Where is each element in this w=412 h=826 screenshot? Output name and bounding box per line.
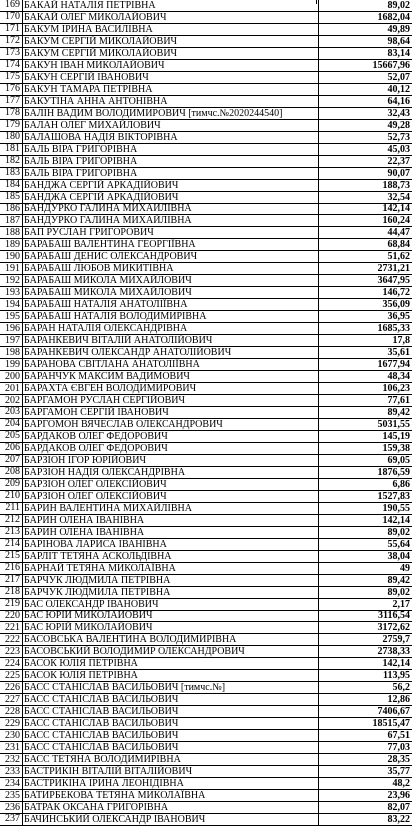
row-number: 203 — [5, 407, 20, 418]
amount-value: 83,22 — [318, 813, 412, 825]
person-name: БАРАБАШ ЛЮБОВ МИКИТІВНА — [22, 262, 318, 274]
row-number: 193 — [5, 287, 20, 298]
person-name: БАП РУСЛАН ГРИГОРОВИЧ — [22, 226, 318, 238]
person-name: БАНДЖА СЕРГІЙ АРКАДІЙОВИЧ — [22, 179, 318, 191]
person-name: БАКУТІНА АННА АНТОНІВНА — [22, 95, 318, 107]
row-number: 213 — [5, 527, 20, 538]
amount-value: 12,86 — [318, 693, 412, 705]
amount-value: 56,2 — [318, 681, 412, 693]
row-number: 173 — [5, 48, 20, 59]
person-name: БАТРАК ОКСАНА ГРИГОРІВНА — [22, 801, 318, 813]
amount-value: 52,73 — [318, 131, 412, 143]
amount-value: 77,61 — [318, 394, 412, 406]
row-number: 206 — [5, 443, 20, 454]
person-name: БАСОК ЮЛІЯ ПЕТРІВНА — [22, 657, 318, 669]
person-name: БАСТРИКІНА ІРИНА ЛЕОНІДІВНА — [22, 777, 318, 789]
row-number: 225 — [5, 670, 20, 681]
person-name: БАКУН ІВАН МИКОЛАЙОВИЧ — [22, 59, 318, 71]
row-number: 210 — [5, 491, 20, 502]
row-number: 207 — [5, 455, 20, 466]
person-name: БАСС СТАНІСЛАВ ВАСИЛЬОВИЧ — [22, 693, 318, 705]
amount-value: 36,95 — [318, 310, 412, 322]
row-number: 179 — [5, 120, 20, 131]
row-number: 183 — [5, 168, 20, 179]
person-name: БАРЧУК ЛЮДМИЛА ПЕТРІВНА — [22, 574, 318, 586]
person-name: БАКАЙ ОЛЕГ МИКОЛАЙОВИЧ — [22, 11, 318, 23]
person-name: БАРИН ОЛЕНА ІВАНІВНА — [22, 514, 318, 526]
row-number: 217 — [5, 575, 20, 586]
row-number: 187 — [5, 215, 20, 226]
amount-value: 35,61 — [318, 346, 412, 358]
row-number: 229 — [5, 718, 20, 729]
person-name: БАРЗІОН ОЛЕГ ОЛЕКСІЙОВИЧ — [22, 478, 318, 490]
row-number: 186 — [5, 203, 20, 214]
amount-value: 32,54 — [318, 191, 412, 203]
person-name: БАСС ТЕТЯНА ВОЛОДИМИРІВНА — [22, 753, 318, 765]
person-name: БАНДУРКО ГАЛИНА МИХАЙЛІВНА — [22, 203, 318, 215]
amount-value: 83,14 — [318, 47, 412, 59]
person-name: БАЛЬ ВІРА ГРИГОРІВНА — [22, 143, 318, 155]
person-name: БАРАБАШ НАТАЛІЯ АНАТОЛІЇВНА — [22, 298, 318, 310]
row-number: 226 — [5, 682, 20, 693]
person-name: БАСС СТАНІСЛАВ ВАСИЛЬОВИЧ — [22, 729, 318, 741]
row-number: 174 — [5, 60, 20, 71]
amount-value: 113,95 — [318, 669, 412, 681]
person-name: БАРЛІТ ТЕТЯНА АСКОЛЬДІВНА — [22, 550, 318, 562]
row-number: 212 — [5, 515, 20, 526]
person-name: БАРАБАШ ДЕНИС ОЛЕКСАНДРОВИЧ — [22, 250, 318, 262]
row-number: 184 — [5, 180, 20, 191]
person-name: БАЛЬ ВІРА ГРИГОРІВНА — [22, 155, 318, 167]
row-number: 219 — [5, 599, 20, 610]
amount-value: 69,05 — [318, 454, 412, 466]
amount-value: 89,02 — [318, 526, 412, 538]
amount-value: 90,07 — [318, 167, 412, 179]
row-number: 224 — [5, 658, 20, 669]
person-name: БАКУН СЕРГІЙ ІВАНОВИЧ — [22, 71, 318, 83]
person-name: БАРИН ОЛЕНА ІВАНІВНА — [22, 526, 318, 538]
amount-value: 188,73 — [318, 179, 412, 191]
row-number: 169 — [5, 0, 20, 11]
amount-value: 142,14 — [318, 203, 412, 215]
person-name: БАКАЙ НАТАЛІЯ ПЕТРІВНА — [22, 0, 318, 11]
person-name: БАС ОЛЕКСАНДР ІВАНОВИЧ — [22, 598, 318, 610]
amount-value: 3172,62 — [318, 621, 412, 633]
amount-value: 356,09 — [318, 298, 412, 310]
row-number: 182 — [5, 156, 20, 167]
row-number: 230 — [5, 730, 20, 741]
person-name: БАТИРБЕКОВА ТЕТЯНА МИКОЛАЇВНА — [22, 789, 318, 801]
person-name: БАРАБАШ МИКОЛА МИХАЙЛОВИЧ — [22, 274, 318, 286]
row-number: 236 — [5, 802, 20, 813]
amount-value: 1682,04 — [318, 11, 412, 23]
person-name: БАРГАМОН РУСЛАН СЕРГІЙОВИЧ — [22, 394, 318, 406]
row-number: 202 — [5, 395, 20, 406]
person-name: БАРЗІОН ОЛЕГ ОЛЕКСІЙОВИЧ — [22, 490, 318, 502]
amount-value: 48,34 — [318, 370, 412, 382]
person-name: БАСС СТАНІСЛАВ ВАСИЛЬОВИЧ [тимчс.№] — [22, 681, 318, 693]
row-number: 200 — [5, 371, 20, 382]
amount-value: 89,42 — [318, 574, 412, 586]
amount-value: 23,96 — [318, 789, 412, 801]
person-name: БАРГАМОН СЕРГІЙ ІВАНОВИЧ — [22, 406, 318, 418]
amount-value: 7406,67 — [318, 705, 412, 717]
amount-value: 77,03 — [318, 741, 412, 753]
amount-value: 17,8 — [318, 334, 412, 346]
person-name: БАКУН ТАМАРА ПЕТРІВНА — [22, 83, 318, 95]
row-number: 234 — [5, 778, 20, 789]
person-name: БАЛАШОВА НАДІЯ ВІКТОРІВНА — [22, 131, 318, 143]
amount-value: 55,64 — [318, 538, 412, 550]
person-name: БАСОВСЬКА ВАЛЕНТИНА ВОЛОДИМИРІВНА — [22, 633, 318, 645]
amount-value: 82,07 — [318, 801, 412, 813]
person-name: БАСОК ЮЛІЯ ПЕТРІВНА — [22, 669, 318, 681]
amount-value: 49,89 — [318, 23, 412, 35]
person-name: БАЧИНСЬКИЙ ОЛЕКСАНДР ІВАНОВИЧ — [22, 813, 318, 825]
person-name: БАРЗІОН НАДІЯ ОЛЕКСАНДРІВНА — [22, 466, 318, 478]
amount-value: 18515,47 — [318, 717, 412, 729]
amount-value: 160,24 — [318, 214, 412, 226]
row-number: 181 — [5, 144, 20, 155]
row-number: 233 — [5, 766, 20, 777]
row-number: 220 — [5, 610, 20, 621]
person-name: БАСТРИКІН ВІТАЛІЙ ВІТАЛІЙОВИЧ — [22, 765, 318, 777]
person-name: БАРАХТА ЄВГЕН ВОЛОДИМИРОВИЧ — [22, 382, 318, 394]
row-number: 222 — [5, 634, 20, 645]
amount-value: 15667,96 — [318, 59, 412, 71]
row-number: 208 — [5, 467, 20, 478]
person-name: БАРАНКЕВИЧ ОЛЕКСАНДР АНАТОЛІЙОВИЧ — [22, 346, 318, 358]
amount-value: 146,72 — [318, 286, 412, 298]
amount-value: 1527,83 — [318, 490, 412, 502]
amount-value: 2,17 — [318, 598, 412, 610]
amount-value: 38,04 — [318, 550, 412, 562]
row-number: 237 — [5, 814, 20, 825]
person-name: БАРДАКОВ ОЛЕГ ФЕДОРОВИЧ — [22, 442, 318, 454]
row-number: 197 — [5, 335, 20, 346]
row-number: 171 — [5, 24, 20, 35]
person-name: БАРАНОВА СВІТЛАНА АНАТОЛІЇВНА — [22, 358, 318, 370]
row-number: 231 — [5, 742, 20, 753]
amount-value: 2731,21 — [318, 262, 412, 274]
row-number: 195 — [5, 311, 20, 322]
person-name: БАНДУРКО ГАЛИНА МИХАЙЛІВНА — [22, 214, 318, 226]
amount-value: 3647,95 — [318, 274, 412, 286]
row-number: 189 — [5, 239, 20, 250]
amount-value: 67,51 — [318, 729, 412, 741]
row-number: 191 — [5, 263, 20, 274]
person-name: БАКУМ ІРИНА ВАСИЛІВНА — [22, 23, 318, 35]
row-number: 199 — [5, 359, 20, 370]
amount-value: 190,55 — [318, 502, 412, 514]
person-name: БАКУМ СЕРГІЙ МИКОЛАЙОВИЧ — [22, 47, 318, 59]
person-name: БАРАБАШ МИКОЛА МИХАЙЛОВИЧ — [22, 286, 318, 298]
person-name: БАРГОМОН ВЯЧЕСЛАВ ОЛЕКСАНДРОВИЧ — [22, 418, 318, 430]
row-number: 190 — [5, 251, 20, 262]
amount-value: 28,35 — [318, 753, 412, 765]
row-number: 228 — [5, 706, 20, 717]
row-number: 218 — [5, 587, 20, 598]
amount-value: 159,38 — [318, 442, 412, 454]
amount-value: 6,86 — [318, 478, 412, 490]
amount-value: 32,43 — [318, 107, 412, 119]
row-number: 211 — [5, 503, 20, 514]
amount-value: 89,02 — [318, 586, 412, 598]
row-number: 216 — [5, 563, 20, 574]
amount-value: 68,84 — [318, 238, 412, 250]
row-number: 198 — [5, 347, 20, 358]
amount-value: 44,47 — [318, 226, 412, 238]
row-number: 201 — [5, 383, 20, 394]
row-number: 178 — [5, 108, 20, 119]
row-number: 204 — [5, 419, 20, 430]
row-number: 227 — [5, 694, 20, 705]
amount-value: 145,19 — [318, 430, 412, 442]
person-name: БАРЗІОН ІГОР ЮРІЙОВИЧ — [22, 454, 318, 466]
row-number: 214 — [5, 539, 20, 550]
row-number: 175 — [5, 72, 20, 83]
amount-value: 142,14 — [318, 657, 412, 669]
amount-value: 3116,54 — [318, 610, 412, 622]
row-number: 223 — [5, 646, 20, 657]
row-number: 177 — [5, 96, 20, 107]
person-name: БАРІНОВА ЛАРИСА ІВАНІВНА — [22, 538, 318, 550]
row-number: 209 — [5, 479, 20, 490]
row-number: 221 — [5, 622, 20, 633]
amount-value: 51,62 — [318, 250, 412, 262]
person-name: БАС ЮРІЙ МИКОЛАЙОВИЧ — [22, 610, 318, 622]
person-name: БАРАН НАТАЛІЯ ОЛЕКСАНДРІВНА — [22, 322, 318, 334]
amount-value: 2759,7 — [318, 633, 412, 645]
person-name: БАРНАЙ ТЕТЯНА МИКОЛАЇВНА — [22, 562, 318, 574]
person-name: БАРАБАШ ВАЛЕНТИНА ГЕОРГІЇВНА — [22, 238, 318, 250]
person-name: БАЛЬ ВІРА ГРИГОРІВНА — [22, 167, 318, 179]
amount-value: 52,07 — [318, 71, 412, 83]
person-name: БАСС СТАНІСЛАВ ВАСИЛЬОВИЧ — [22, 705, 318, 717]
person-name: БАСС СТАНІСЛАВ ВАСИЛЬОВИЧ — [22, 717, 318, 729]
amount-value: 40,12 — [318, 83, 412, 95]
person-name: БАЛАН ОЛЕГ МИХАЙЛОВИЧ — [22, 119, 318, 131]
row-number: 235 — [5, 790, 20, 801]
row-number: 215 — [5, 551, 20, 562]
amount-value: 49 — [318, 562, 412, 574]
person-name: БАС ЮРІЙ МИКОЛАЙОВИЧ — [22, 621, 318, 633]
amount-value: 106,23 — [318, 382, 412, 394]
table-row — [0, 814, 412, 826]
person-name: БАРЧУК ЛЮДМИЛА ПЕТРІВНА — [22, 586, 318, 598]
row-number: 172 — [5, 36, 20, 47]
row-number: 170 — [5, 12, 20, 23]
amount-value: 89,02 — [318, 0, 412, 11]
amount-value: 2738,33 — [318, 645, 412, 657]
person-name: БАРАНЧУК МАКСИМ ВАДИМОВИЧ — [22, 370, 318, 382]
amount-value: 89,42 — [318, 406, 412, 418]
amount-value: 98,64 — [318, 35, 412, 47]
row-number: 188 — [5, 227, 20, 238]
amount-value: 1677,94 — [318, 358, 412, 370]
row-number: 205 — [5, 431, 20, 442]
row-number: 185 — [5, 192, 20, 202]
amount-value: 35,77 — [318, 765, 412, 777]
row-number: 176 — [5, 84, 20, 95]
amount-value: 142,14 — [318, 514, 412, 526]
person-name: БАРАБАШ НАТАЛІЯ ВОЛОДИМИРІВНА — [22, 310, 318, 322]
row-number: 180 — [5, 132, 20, 143]
person-name: БАЛІН ВАДИМ ВОЛОДИМИРОВИЧ [тимчс.№2020244540] — [22, 107, 318, 119]
person-name: БАСС СТАНІСЛАВ ВАСИЛЬОВИЧ — [22, 741, 318, 753]
row-number: 232 — [5, 754, 20, 765]
person-name: БАРИН ВАЛЕНТИНА МИХАЙЛІВНА — [22, 502, 318, 514]
amount-value: 1876,59 — [318, 466, 412, 478]
amount-value: 5031,55 — [318, 418, 412, 430]
person-name: БАРДАКОВ ОЛЕГ ФЕДОРОВИЧ — [22, 430, 318, 442]
amount-value: 1685,33 — [318, 322, 412, 334]
amount-value: 22,37 — [318, 155, 412, 167]
amount-value: 49,28 — [318, 119, 412, 131]
person-name: БАНДЖА СЕРГІЙ АРКАДІЙОВИЧ — [22, 191, 318, 203]
row-number: 194 — [5, 299, 20, 310]
person-name: БАКУМ СЕРГІЙ МИКОЛАЙОВИЧ — [22, 35, 318, 47]
amount-value: 48,2 — [318, 777, 412, 789]
row-number: 196 — [5, 323, 20, 334]
amount-value: 64,16 — [318, 95, 412, 107]
person-name: БАРАНКЕВИЧ ВІТАЛІЙ АНАТОЛІЙОВИЧ — [22, 334, 318, 346]
row-number: 192 — [5, 275, 20, 286]
amount-value: 45,03 — [318, 143, 412, 155]
person-name: БАСОВСЬКИЙ ВОЛОДИМИР ОЛЕКСАНДРОВИЧ — [22, 645, 318, 657]
